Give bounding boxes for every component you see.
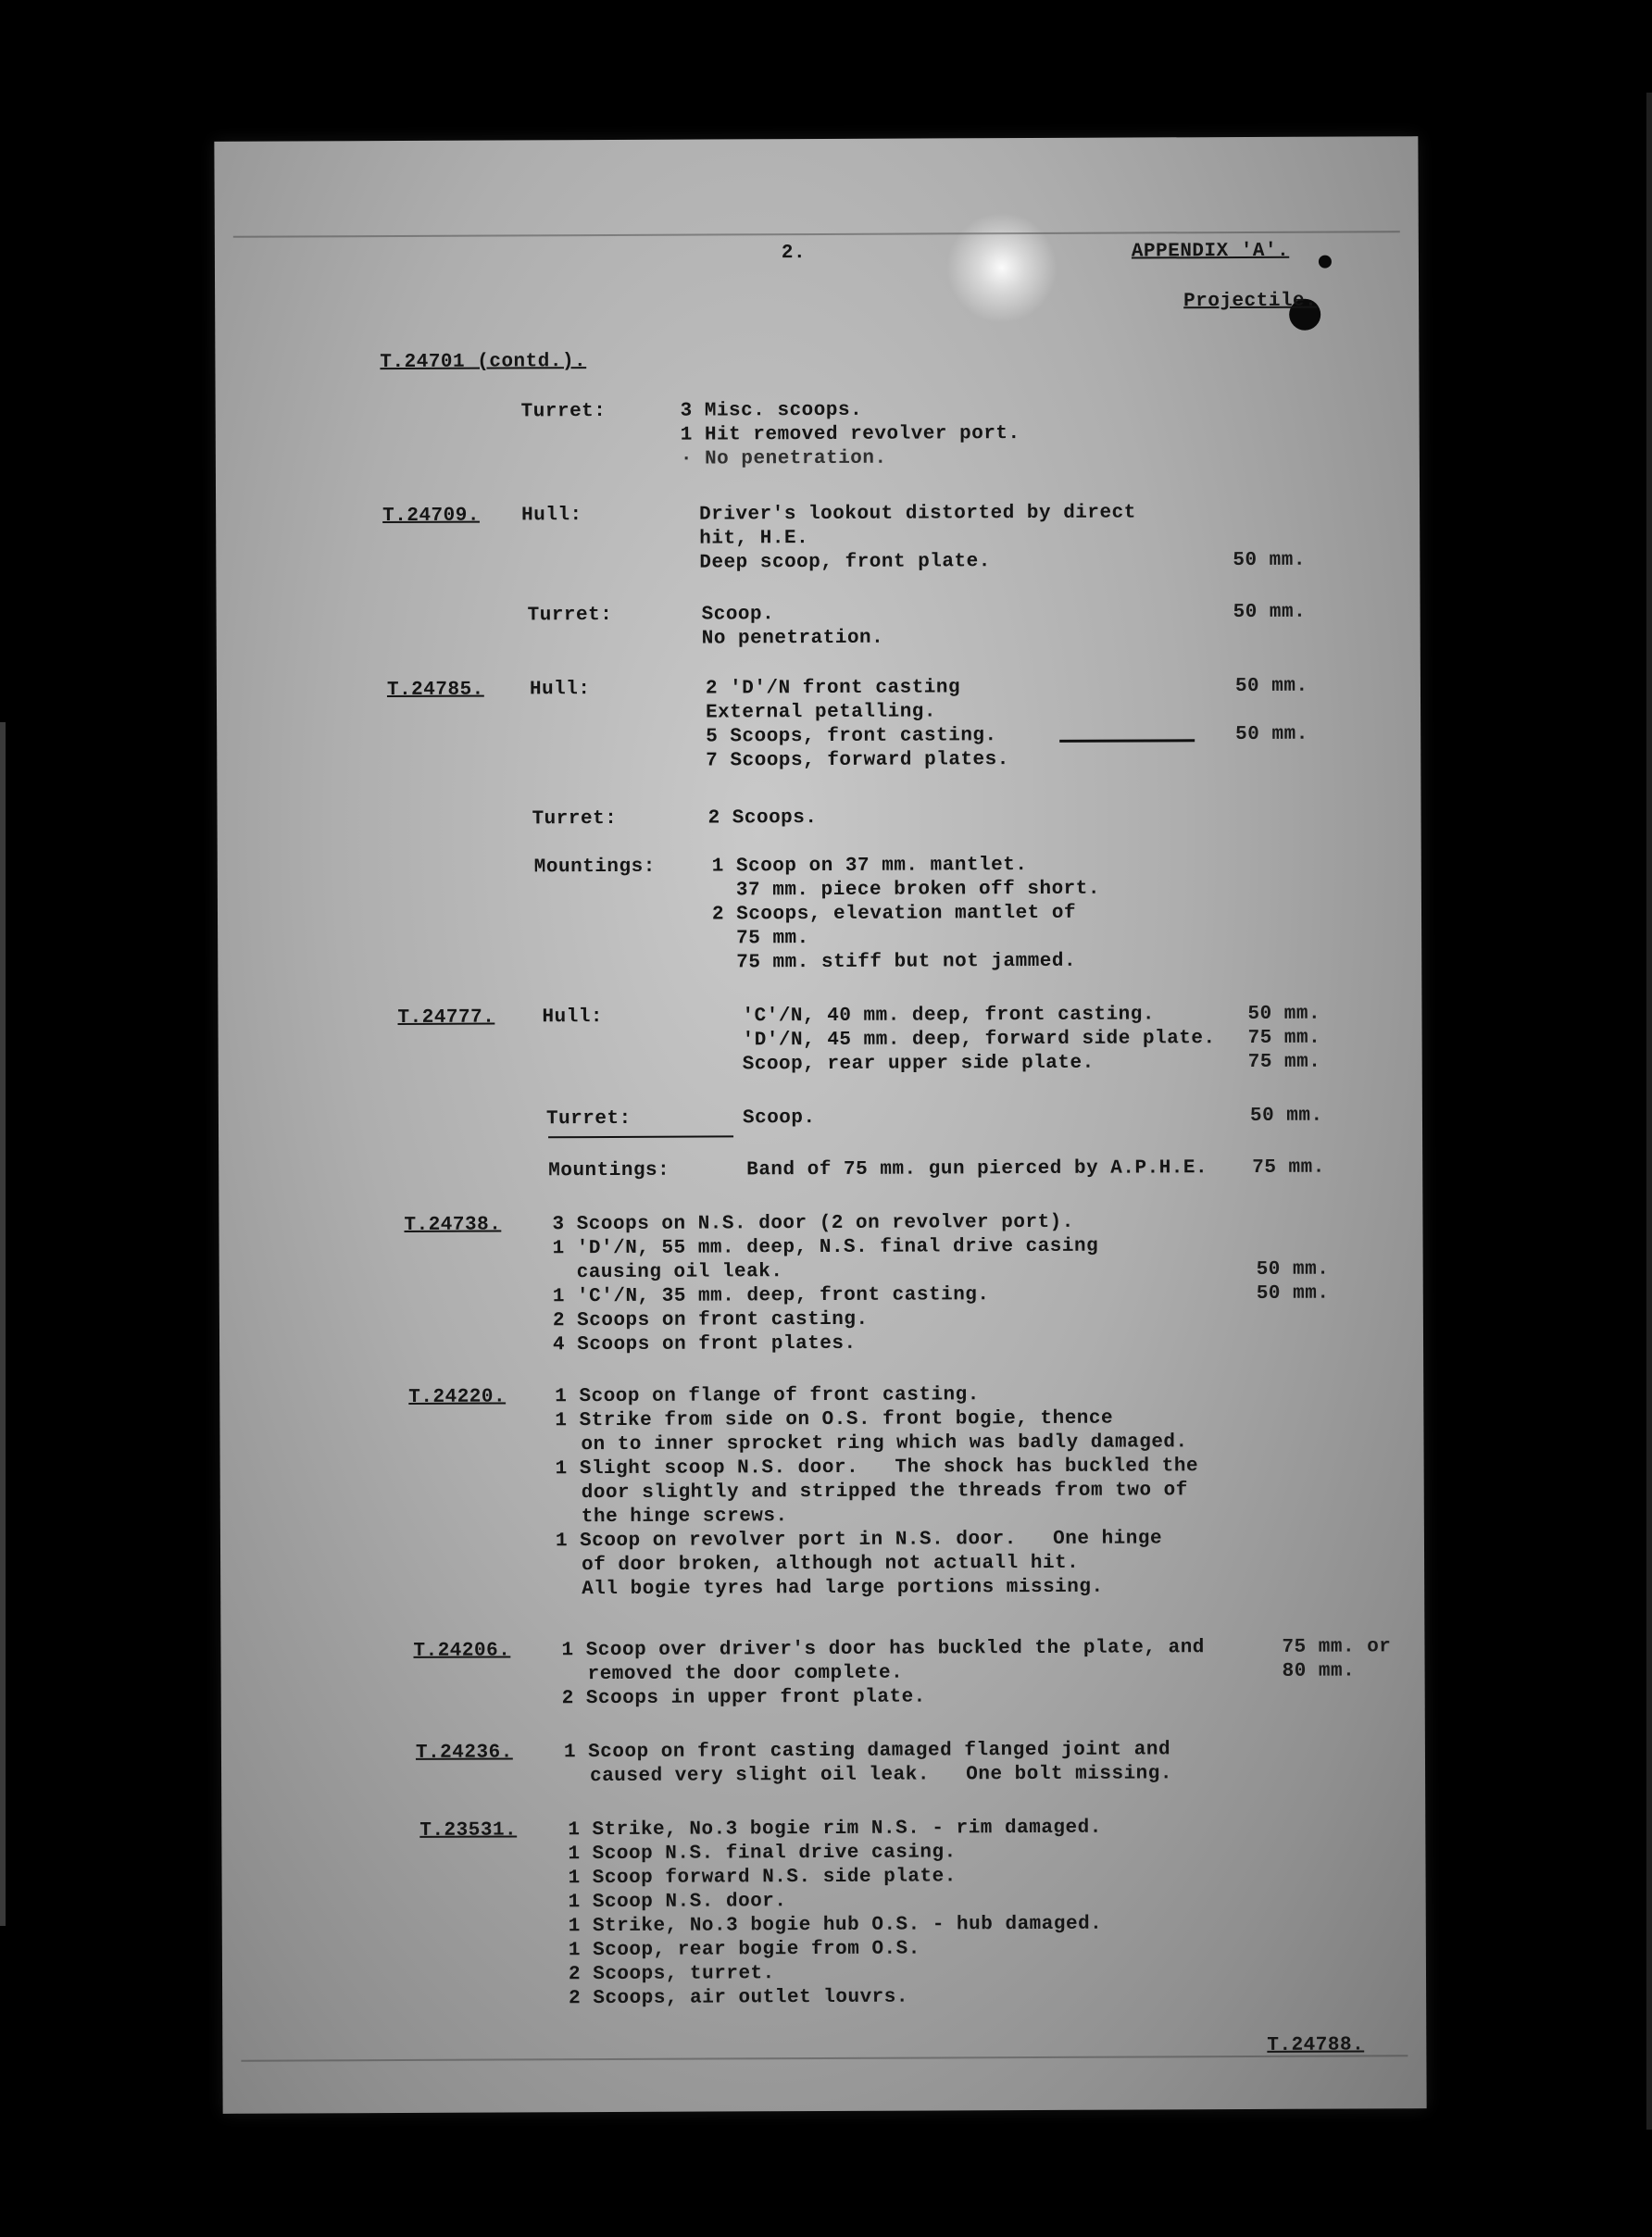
fold-line-bottom <box>241 2055 1408 2061</box>
entry-id: T.24777. <box>397 1006 495 1029</box>
entry-line: 2 Scoops, air outlet louvrs. <box>569 1986 909 2010</box>
entry-line: Driver's lookout distorted by direct <box>699 502 1136 526</box>
entry-line: All bogie tyres had large portions missing. <box>582 1576 1104 1601</box>
entry-line: 5 Scoops, front casting. <box>706 725 997 748</box>
entry-line: 1 Scoop forward N.S. side plate. <box>568 1866 957 1890</box>
entry-line: 1 Strike, No.3 bogie hub O.S. - hub damaged. <box>568 1913 1103 1938</box>
entry-line: External petalling. <box>706 701 937 724</box>
armour-thickness: 75 mm. or <box>1282 1636 1392 1658</box>
armour-thickness: 50 mm. <box>1233 549 1307 572</box>
entry-line: 1 Hit removed revolver port. <box>680 423 1020 446</box>
entry-line: 2 Scoops in upper front plate. <box>561 1686 926 1710</box>
armour-thickness: 50 mm. <box>1256 1258 1330 1281</box>
entry-line: 1 Scoop on 37 mm. mantlet. <box>711 855 1028 878</box>
armour-thickness: 50 mm. <box>1234 675 1308 698</box>
entry-id: T.24220. <box>408 1386 507 1408</box>
entry-line: 'D'/N, 45 mm. deep, forward side plate. <box>742 1028 1216 1052</box>
entry-line: 1 Scoop, rear bogie from O.S. <box>568 1938 920 1962</box>
catchword: T.24788. <box>1267 2034 1365 2056</box>
entry-line: door slightly and stripped the threads from two of <box>581 1480 1188 1505</box>
ink-blot <box>1319 256 1332 269</box>
entry-line: 2 'D'/N front casting <box>705 677 961 700</box>
fold-line-top <box>233 231 1400 237</box>
part-label: Hull: <box>542 1006 604 1029</box>
entry-line: on to inner sprocket ring which was badly damaged. <box>581 1431 1188 1456</box>
entry-line: 3 Misc. scoops. <box>680 399 863 422</box>
entry-id: T.24206. <box>413 1640 511 1662</box>
film-edge-right <box>1646 93 1652 2130</box>
pen-stroke <box>1059 739 1195 743</box>
entry-id: T.24785. <box>386 679 484 702</box>
armour-thickness: 50 mm. <box>1256 1282 1330 1305</box>
armour-thickness: 75 mm. <box>1252 1156 1325 1179</box>
appendix-label: APPENDIX 'A'. <box>1131 240 1290 263</box>
entry-line: 3 Scoops on N.S. door (2 on revolver port). <box>552 1211 1074 1236</box>
entry-line: 75 mm. <box>736 928 809 950</box>
section-subtitle: Projectile. <box>1183 290 1318 313</box>
entry-id: T.24701 (contd.). <box>380 351 587 374</box>
entry-id: T.23531. <box>419 1819 518 1842</box>
entry-line: Deep scoop, front plate. <box>699 551 991 574</box>
entry-line: 1 'D'/N, 55 mm. deep, N.S. final drive casing <box>552 1235 1099 1260</box>
part-label: Mountings: <box>533 856 656 879</box>
entry-line: 1 Scoop N.S. final drive casing. <box>568 1842 957 1866</box>
entry-line: 1 Scoop N.S. door. <box>568 1891 787 1914</box>
armour-thickness: 75 mm. <box>1247 1051 1321 1073</box>
part-label: Turret: <box>527 604 613 627</box>
armour-thickness: 50 mm. <box>1233 601 1307 624</box>
entry-id: T.24236. <box>415 1742 513 1764</box>
entry-line: 1 Scoop over driver's door has buckled the plate, and <box>561 1637 1205 1662</box>
entry-line: 2 Scoops on front casting. <box>552 1308 869 1332</box>
part-label: Hull: <box>529 679 591 701</box>
entry-line: Scoop. <box>701 604 775 626</box>
entry-line: removed the door complete. <box>587 1662 904 1686</box>
light-flare <box>946 212 1058 324</box>
armour-thickness: 50 mm. <box>1235 723 1308 746</box>
part-label: Mountings: <box>548 1159 670 1182</box>
part-label: Hull: <box>521 505 582 527</box>
entry-line: hit, H.E. <box>699 528 809 550</box>
film-edge-left <box>0 722 6 1926</box>
entry-line: of door broken, although not actuall hit. <box>582 1552 1080 1577</box>
typed-page <box>214 136 1426 2114</box>
entry-id: T.24709. <box>382 505 481 528</box>
entry-line: caused very slight oil leak. One bolt missing. <box>590 1763 1173 1788</box>
entry-line: 2 Scoops, elevation mantlet of <box>711 902 1077 926</box>
entry-line: 1 'C'/N, 35 mm. deep, front casting. <box>552 1284 990 1308</box>
entry-line: 1 Slight scoop N.S. door. The shock has buckled the <box>555 1456 1199 1481</box>
entry-line: 'C'/N, 40 mm. deep, front casting. <box>742 1004 1156 1028</box>
page-number: 2. <box>781 243 807 265</box>
entry-line: No penetration. <box>701 627 884 650</box>
entry-line: 75 mm. stiff but not jammed. <box>736 950 1077 974</box>
entry-line: Scoop. <box>742 1107 816 1130</box>
entry-line: · No penetration. <box>680 447 887 470</box>
armour-thickness: 75 mm. <box>1247 1027 1321 1049</box>
entry-line: 7 Scoops, forward plates. <box>706 749 1009 772</box>
entry-line: Band of 75 mm. gun pierced by A.P.H.E. <box>746 1157 1208 1181</box>
entry-line: 1 Scoop on revolver port in N.S. door. One hinge <box>555 1528 1163 1553</box>
entry-line: 1 Scoop on flange of front casting. <box>555 1384 980 1408</box>
entry-line: 2 Scoops, turret. <box>568 1963 775 1986</box>
entry-line: 1 Strike, No.3 bogie rim N.S. - rim damaged. <box>568 1817 1102 1842</box>
armour-thickness: 50 mm. <box>1247 1003 1321 1025</box>
pen-stroke <box>548 1135 733 1138</box>
armour-thickness: 50 mm. <box>1249 1105 1323 1127</box>
entry-line: 1 Strike from side on O.S. front bogie, thence <box>555 1407 1114 1432</box>
entry-line: 2 Scoops. <box>707 807 818 830</box>
entry-line: 37 mm. piece broken off short. <box>735 878 1101 902</box>
armour-thickness: 80 mm. <box>1282 1660 1356 1682</box>
part-label: Turret: <box>532 807 618 831</box>
entry-line: Scoop, rear upper side plate. <box>742 1052 1095 1076</box>
entry-line: causing oil leak. <box>576 1261 783 1284</box>
part-label: Turret: <box>520 401 607 423</box>
entry-line: the hinge screws. <box>581 1506 788 1529</box>
entry-line: 1 Scoop on front casting damaged flanged joint and <box>563 1739 1171 1764</box>
entry-id: T.24738. <box>404 1214 502 1236</box>
part-label: Turret: <box>545 1107 632 1131</box>
entry-line: 4 Scoops on front plates. <box>552 1332 857 1356</box>
